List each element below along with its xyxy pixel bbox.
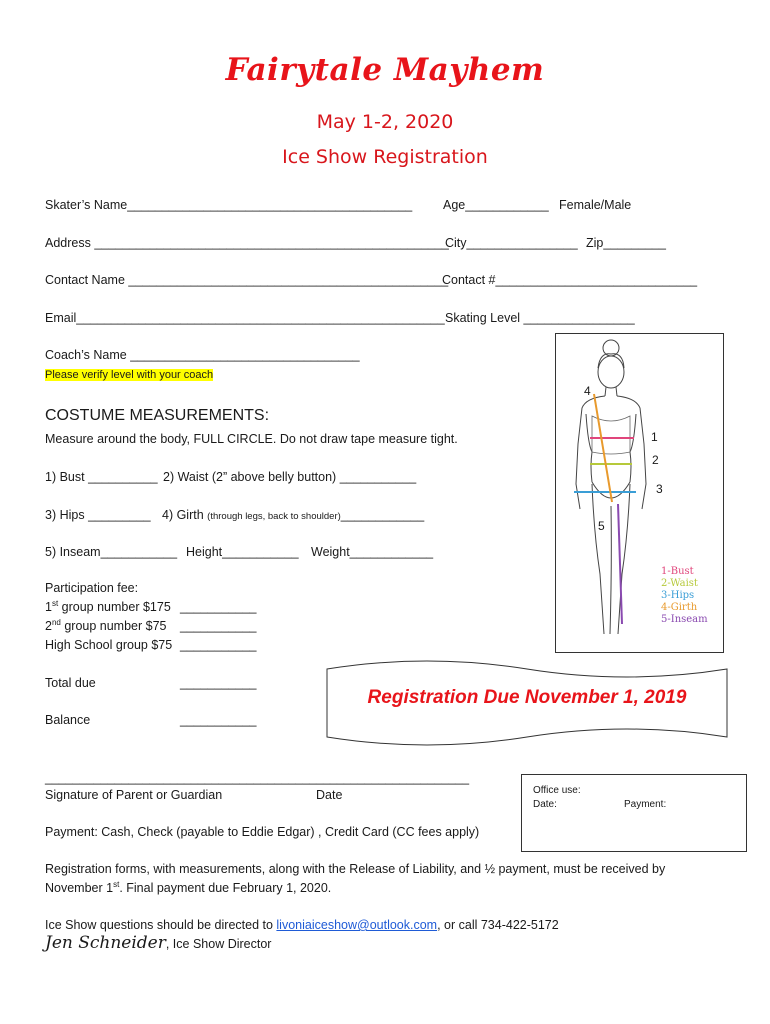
diagram-number-1: 1 bbox=[651, 430, 658, 444]
balance-label: Balance bbox=[45, 713, 91, 727]
participation-fee-heading: Participation fee: bbox=[45, 581, 139, 595]
city-field[interactable]: City________________ bbox=[445, 236, 578, 250]
measurements-instructions: Measure around the body, FULL CIRCLE. Do not draw tape measure tight. bbox=[45, 432, 458, 446]
waist-field[interactable]: 2) Waist (2” above belly button) ___________ bbox=[163, 470, 417, 484]
director-title: , Ice Show Director bbox=[165, 937, 272, 951]
total-due-label: Total due bbox=[45, 676, 96, 690]
director-signature: Jen Schneider bbox=[45, 933, 166, 953]
payment-methods: Payment: Cash, Check (payable to Eddie Edgar) , Credit Card (CC fees apply) bbox=[45, 825, 480, 839]
bust-field[interactable]: 1) Bust __________ bbox=[45, 470, 158, 484]
registration-due-banner bbox=[322, 659, 732, 749]
legend-hips: 3-Hips bbox=[661, 590, 695, 601]
balance-blank[interactable]: ___________ bbox=[180, 713, 257, 727]
address-field[interactable]: Address ___________________________________________________ bbox=[45, 236, 449, 250]
group1-fee: 1st group number $175 bbox=[45, 598, 171, 614]
office-use-box bbox=[521, 774, 747, 852]
girth-note: (through legs, back to shoulder) bbox=[207, 511, 341, 522]
inseam-field[interactable]: 5) Inseam___________ bbox=[45, 545, 178, 559]
measurements-heading: COSTUME MEASUREMENTS: bbox=[45, 407, 270, 424]
high-school-fee-blank[interactable]: ___________ bbox=[180, 638, 257, 652]
signature-line[interactable]: _____________________________________________________________ bbox=[45, 771, 470, 785]
group1-fee-blank[interactable]: ___________ bbox=[180, 600, 257, 614]
parent-signature-label: Signature of Parent or Guardian bbox=[45, 788, 223, 802]
director-line bbox=[45, 933, 272, 953]
weight-field[interactable]: Weight____________ bbox=[311, 545, 434, 559]
zip-field[interactable]: Zip_________ bbox=[586, 236, 666, 250]
skater-name-field[interactable]: Skater’s Name_________________________________________ bbox=[45, 198, 413, 212]
age-field[interactable]: Age____________ bbox=[443, 198, 549, 212]
diagram-number-5: 5 bbox=[598, 519, 605, 533]
hips-field[interactable]: 3) Hips _________ bbox=[45, 508, 151, 522]
diagram-number-3: 3 bbox=[656, 482, 663, 496]
skating-level-field[interactable]: Skating Level ________________ bbox=[445, 311, 635, 325]
legend-bust: 1-Bust bbox=[661, 566, 694, 577]
contact-email-link[interactable]: livoniaiceshow@outlook.com bbox=[276, 918, 438, 932]
questions-line: Ice Show questions should be directed to livoniaiceshow@outlook.com, or call 734-422-5172 bbox=[45, 918, 559, 932]
diagram-number-4: 4 bbox=[584, 384, 591, 398]
contact-name-field[interactable]: Contact Name ______________________________________________ bbox=[45, 273, 449, 287]
contact-number-field[interactable]: Contact #_____________________________ bbox=[442, 273, 698, 287]
coach-verify-note: Please verify level with your coach bbox=[45, 369, 214, 381]
registration-due-text: Registration Due November 1, 2019 bbox=[367, 687, 687, 708]
girth-field[interactable] bbox=[162, 508, 424, 524]
diagram-number-2: 2 bbox=[652, 453, 659, 467]
email-field[interactable]: Email_____________________________________________________ bbox=[45, 311, 445, 325]
page-title: Fairytale Mayhem bbox=[225, 52, 545, 88]
signature-date-label: Date bbox=[316, 788, 343, 802]
measurement-diagram bbox=[555, 333, 724, 653]
total-due-blank[interactable]: ___________ bbox=[180, 676, 257, 690]
event-dates: May 1-2, 2020 bbox=[316, 111, 454, 133]
legend-waist: 2-Waist bbox=[661, 578, 698, 589]
forms-note-line2: November 1st. Final payment due February 1, 2020. bbox=[45, 879, 332, 895]
legend-inseam: 5-Inseam bbox=[661, 614, 708, 625]
girth-label: 4) Girth bbox=[162, 508, 204, 522]
legend-girth: 4-Girth bbox=[661, 602, 698, 613]
high-school-fee: High School group $75 bbox=[45, 638, 173, 652]
office-payment-label: Payment: bbox=[624, 799, 667, 810]
height-field[interactable]: Height___________ bbox=[186, 545, 299, 559]
office-use-label: Office use: bbox=[533, 785, 581, 796]
form-subtitle: Ice Show Registration bbox=[282, 146, 488, 168]
girth-line: ____________ bbox=[340, 508, 425, 522]
group2-fee: 2nd group number $75 bbox=[45, 617, 167, 633]
diagram-legend bbox=[661, 566, 708, 626]
forms-note-line1: Registration forms, with measurements, along with the Release of Liability, and ½ payment, must be received by bbox=[45, 862, 666, 876]
group2-fee-blank[interactable]: ___________ bbox=[180, 619, 257, 633]
coach-name-field[interactable]: Coach’s Name _________________________________ bbox=[45, 348, 360, 362]
office-date-label: Date: bbox=[533, 799, 557, 810]
gender-field[interactable]: Female/Male bbox=[559, 198, 632, 212]
